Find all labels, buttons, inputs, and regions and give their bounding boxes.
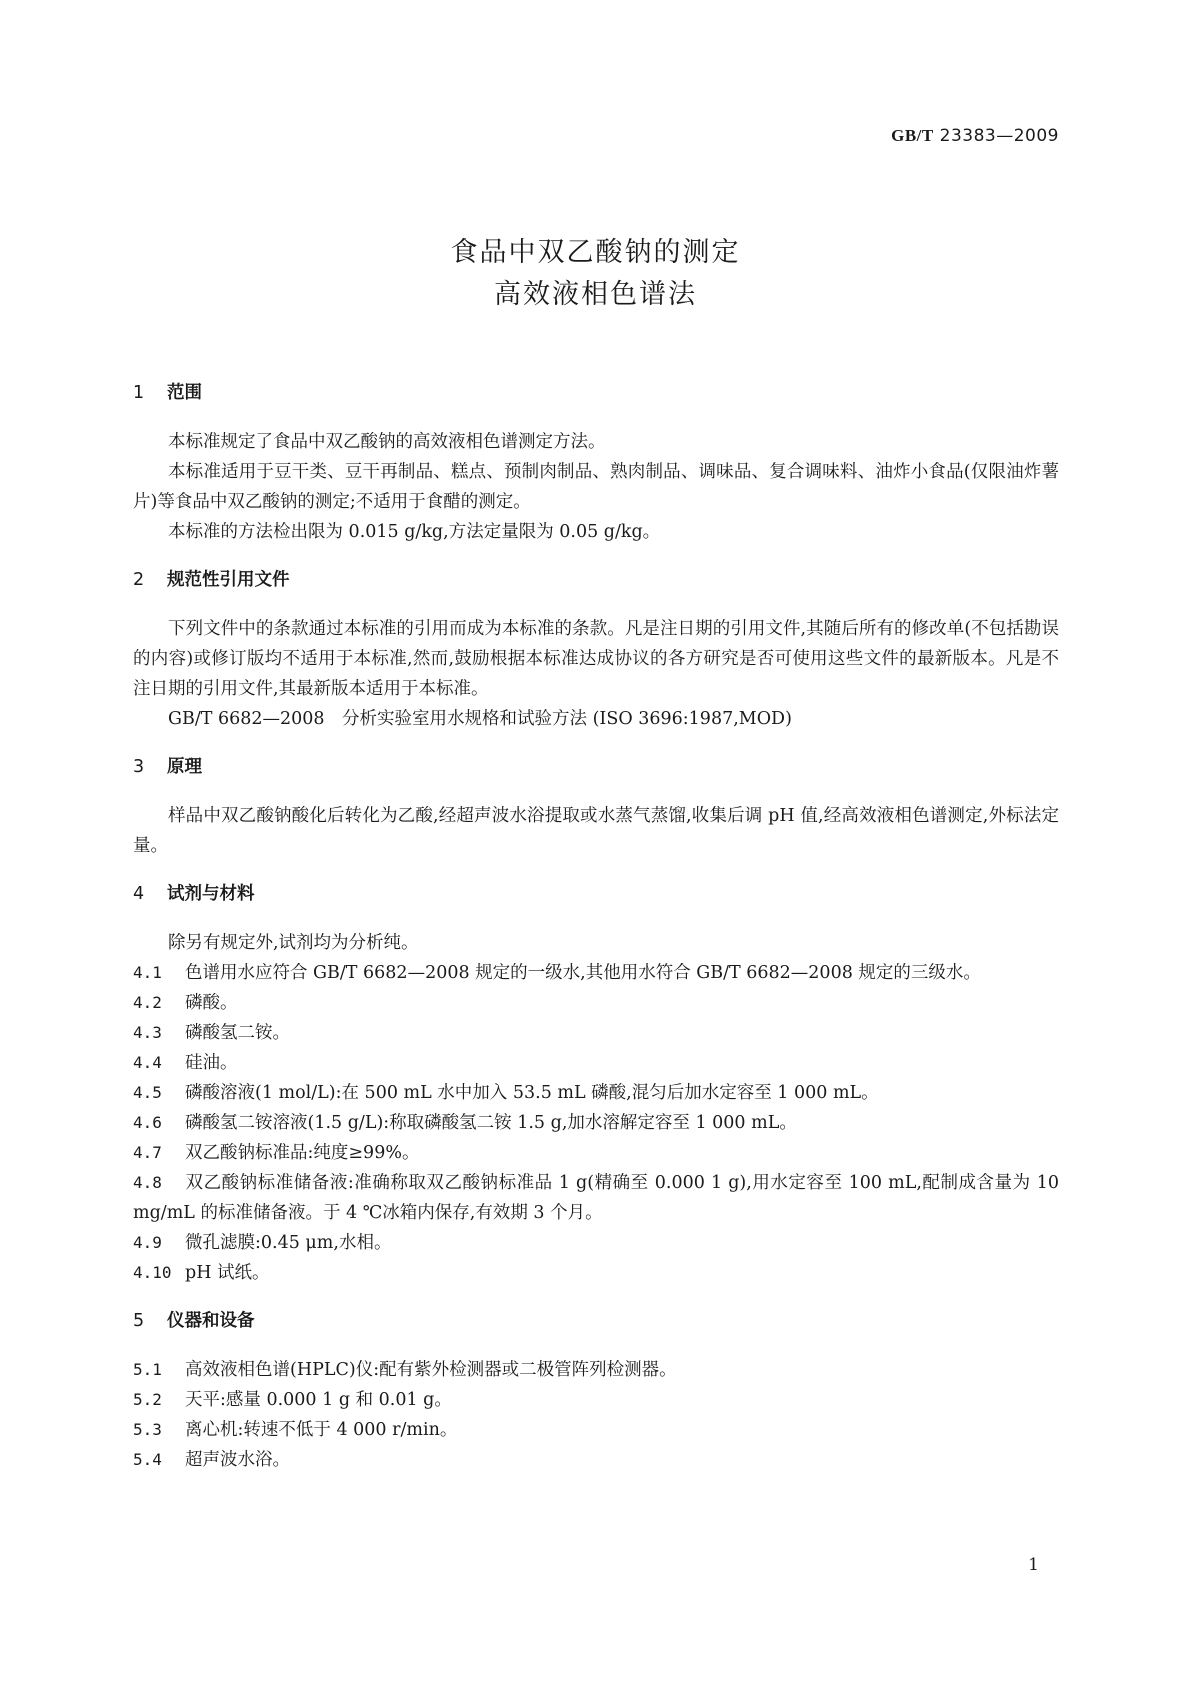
list-item (133, 1258, 1059, 1288)
list-item (133, 1228, 1059, 1258)
item-text: 磷酸。 (185, 993, 238, 1013)
paragraph: 样品中双乙酸钠酸化后转化为乙酸,经超声波水浴提取或水蒸气蒸馏,收集后调 pH 值,经高效液相色谱测定,外标法定量。 (133, 806, 1059, 856)
paragraph: 本标准适用于豆干类、豆干再制品、糕点、预制肉制品、熟肉制品、调味品、复合调味料、油炸小食品(仅限油炸薯片)等食品中双乙酸钠的测定;不适用于食醋的测定。 (133, 462, 1059, 512)
title-line-1: 食品中双乙酸钠的测定 (450, 237, 741, 268)
item-number: 4.10 (133, 1263, 172, 1282)
list-item (133, 1078, 1059, 1108)
section-scope (133, 378, 1059, 547)
section-number: 3 (133, 757, 145, 777)
item-number: 5.3 (133, 1420, 162, 1439)
paragraph: 本标准的方法检出限为 0.015 g/kg,方法定量限为 0.05 g/kg。 (168, 522, 661, 542)
list-item (133, 1138, 1059, 1168)
section-number: 1 (133, 383, 145, 403)
section-number: 4 (133, 884, 145, 904)
standard-prefix: GB/T (891, 126, 934, 145)
section-heading (133, 879, 1059, 909)
section-heading (133, 752, 1059, 782)
section-principle (133, 752, 1059, 861)
list-item (133, 988, 1059, 1018)
section-heading (133, 378, 1059, 408)
section-title: 范围 (167, 383, 202, 403)
section-heading (133, 565, 1059, 595)
title-line-2: 高效液相色谱法 (494, 279, 697, 310)
item-text: 磷酸氢二铵。 (185, 1023, 290, 1043)
list-item (133, 1355, 1059, 1385)
item-text: 硅油。 (185, 1053, 238, 1073)
item-number: 4.4 (133, 1053, 162, 1072)
section-normative-references (133, 565, 1059, 734)
item-text: 双乙酸钠标准储备液:准确称取双乙酸钠标准品 1 g(精确至 0.000 1 g),用水定容至 100 mL,配制成含量为 10 mg/mL 的标准储备液。于 4 ℃冰箱内保存,有效期 3 个月。 (133, 1173, 1059, 1223)
item-number: 4.2 (133, 993, 162, 1012)
paragraph: 下列文件中的条款通过本标准的引用而成为本标准的条款。凡是注日期的引用文件,其随后所有的修改单(不包括勘误的内容)或修订版均不适用于本标准,然而,鼓励根据本标准达成协议的各方研究是否可使用这些文件的最新版本。凡是不注日期的引用文件,其最新版本适用于本标准。 (133, 619, 1059, 699)
page-number: 1 (1028, 1555, 1039, 1575)
list-item (133, 1168, 1059, 1228)
section-number: 2 (133, 570, 145, 590)
list-item (133, 1018, 1059, 1048)
item-text: 离心机:转速不低于 4 000 r/min。 (185, 1420, 458, 1440)
list-item (133, 1415, 1059, 1445)
item-number: 5.4 (133, 1450, 162, 1469)
list-item (133, 1385, 1059, 1415)
item-text: 高效液相色谱(HPLC)仪:配有紫外检测器或二极管阵列检测器。 (185, 1360, 677, 1380)
section-apparatus (133, 1306, 1059, 1475)
item-number: 4.3 (133, 1023, 162, 1042)
section-title: 原理 (167, 757, 202, 777)
item-text: 双乙酸钠标准品:纯度≥99%。 (185, 1143, 420, 1163)
standard-code: 23383—2009 (939, 126, 1059, 146)
section-title: 试剂与材料 (167, 884, 255, 904)
item-number: 5.1 (133, 1360, 162, 1379)
section-reagents (133, 879, 1059, 1288)
item-text: 磷酸溶液(1 mol/L):在 500 mL 水中加入 53.5 mL 磷酸,混匀后加水定容至 1 000 mL。 (185, 1083, 879, 1103)
section-heading (133, 1306, 1059, 1336)
item-number: 4.7 (133, 1143, 162, 1162)
item-number: 5.2 (133, 1390, 162, 1409)
item-text: pH 试纸。 (185, 1263, 270, 1283)
list-item (133, 1108, 1059, 1138)
item-number: 4.1 (133, 963, 162, 982)
section-title: 仪器和设备 (167, 1311, 255, 1331)
item-text: 天平:感量 0.000 1 g 和 0.01 g。 (185, 1390, 452, 1410)
list-item (133, 1445, 1059, 1475)
document-title (0, 232, 1191, 316)
item-number: 4.9 (133, 1233, 162, 1252)
item-number: 4.8 (133, 1173, 162, 1192)
list-item (133, 958, 1059, 988)
standard-number (891, 126, 1059, 146)
item-number: 4.6 (133, 1113, 162, 1132)
item-text: 微孔滤膜:0.45 μm,水相。 (185, 1233, 392, 1253)
document-body (133, 378, 1059, 1493)
section-number: 5 (133, 1311, 145, 1331)
item-number: 4.5 (133, 1083, 162, 1102)
section-title: 规范性引用文件 (167, 570, 290, 590)
reference-entry: GB/T 6682—2008 分析实验室用水规格和试验方法 (ISO 3696:1987,MOD) (168, 709, 792, 729)
item-text: 超声波水浴。 (185, 1450, 290, 1470)
paragraph: 除另有规定外,试剂均为分析纯。 (168, 933, 419, 953)
list-item (133, 1048, 1059, 1078)
item-text: 磷酸氢二铵溶液(1.5 g/L):称取磷酸氢二铵 1.5 g,加水溶解定容至 1 000 mL。 (185, 1113, 797, 1133)
paragraph: 本标准规定了食品中双乙酸钠的高效液相色谱测定方法。 (168, 432, 606, 452)
item-text: 色谱用水应符合 GB/T 6682—2008 规定的一级水,其他用水符合 GB/T 6682—2008 规定的三级水。 (185, 963, 981, 983)
